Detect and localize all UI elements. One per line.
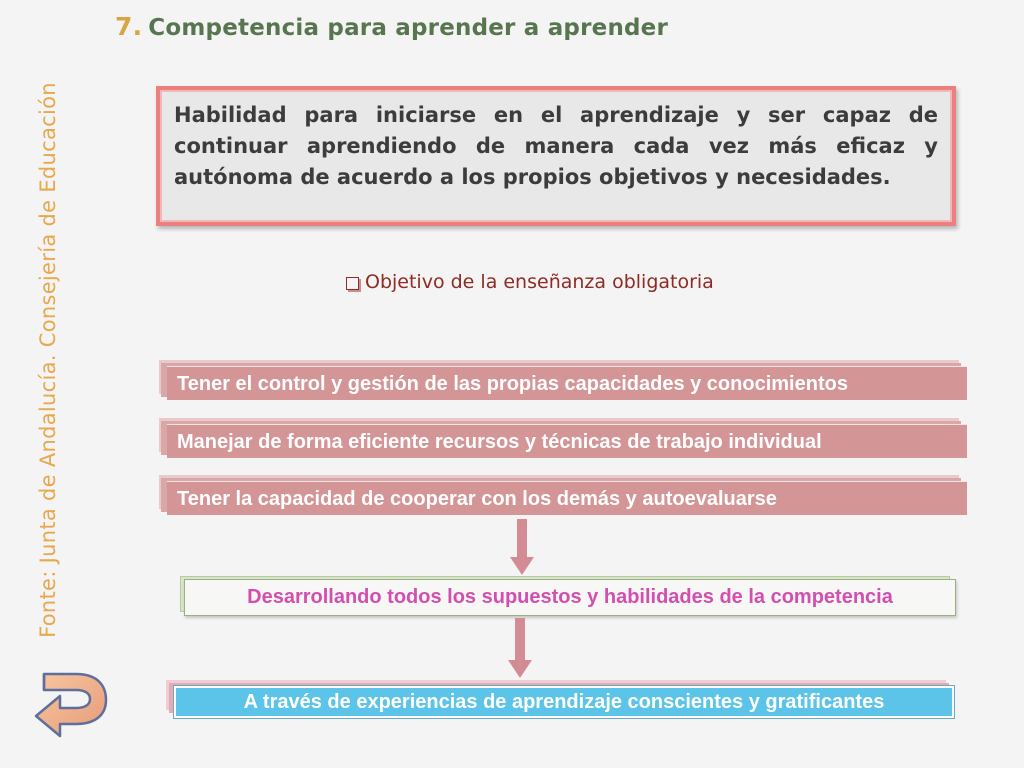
objective-text: Tener la capacidad de cooperar con los demás y autoevaluarse bbox=[167, 481, 967, 515]
checkbox-icon bbox=[346, 277, 359, 290]
section-number: 7. bbox=[115, 12, 143, 41]
slide-title bbox=[115, 12, 668, 41]
objective-text: Manejar de forma eficiente recursos y técnicas de trabajo individual bbox=[167, 424, 967, 458]
objective-item bbox=[157, 418, 969, 460]
result-text: Desarrollando todos los supuestos y habilidades de la competencia bbox=[184, 579, 956, 616]
definition-text: Habilidad para iniciarse en el aprendizaje y ser capaz de continuar aprendiendo de manera cada vez más eficaz y autónoma de acuerdo a los propios objetivos y necesidades. bbox=[174, 103, 938, 189]
section-heading-text: Objetivo de la enseñanza obligatoria bbox=[365, 271, 714, 293]
objective-text: Tener el control y gestión de las propias capacidades y conocimientos bbox=[167, 366, 967, 400]
back-arrow-icon[interactable] bbox=[30, 668, 112, 740]
method-text: A través de experiencias de aprendizaje conscientes y gratificantes bbox=[174, 686, 954, 718]
objective-item bbox=[157, 475, 969, 517]
method-box bbox=[166, 680, 954, 720]
objective-item bbox=[157, 360, 969, 402]
section-heading bbox=[346, 271, 714, 293]
source-caption: Fonte: Junta de Andalucía. Consejería de Educación bbox=[36, 82, 60, 638]
definition-box bbox=[156, 86, 956, 226]
title-text: Competencia para aprender a aprender bbox=[148, 15, 669, 41]
result-box bbox=[180, 576, 956, 616]
